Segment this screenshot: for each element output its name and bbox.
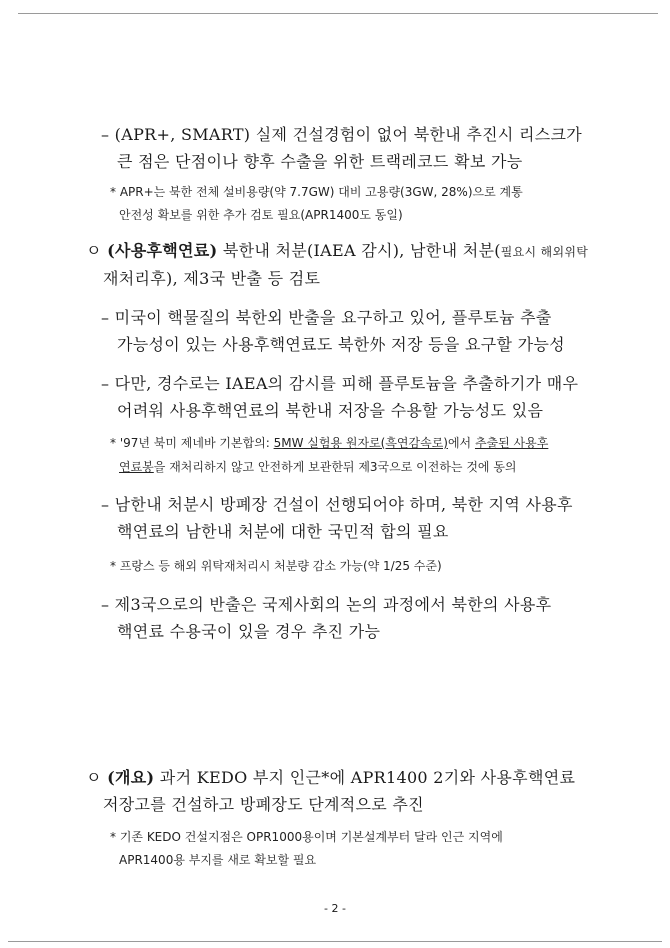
dash-item-third-country-line1: – 제3국으로의 반출은 국제사회의 논의 과정에서 북한의 사용후 [101,595,552,614]
note-apr-capacity-line2: 안전성 확보를 위한 추가 검토 필요(APR1400도 동일) [119,208,403,222]
top-rule [18,13,658,14]
note-france-reprocessing: * 프랑스 등 해외 위탁재처리시 처분량 감소 가능(약 1/25 수준) [110,559,442,573]
note-text: * '97년 북미 제네바 기본합의: [110,436,274,450]
item-heading: (사용후핵연료) [107,241,218,260]
dash-item-south-disposal-line1: – 남한내 처분시 방폐장 건설이 선행되어야 하며, 북한 지역 사용후 [101,495,573,514]
note-underlined-text: 연료봉 [119,460,154,474]
note-geneva-agreement-line2 [119,458,517,475]
item-heading: (개요) [107,768,155,787]
circle-item-overview-line2: 저장고를 건설하고 방폐장도 단계적으로 추진 [103,795,424,814]
item-text: 북한내 처분(IAEA 감시), 남한내 처분( [217,241,501,260]
dash-item-third-country-line2: 핵연료 수용국이 있을 경우 추진 가능 [117,622,381,641]
dash-item-iaea-line1: – 다만, 경수로는 IAEA의 감시를 피해 플루토늄을 추출하기가 매우 [101,374,579,393]
circle-item-spent-fuel-line1 [86,238,588,261]
dash-item-apr-risk-line1: – (APR+, SMART) 실제 건설경험이 없어 북한내 추진시 리스크가 [101,125,583,144]
dash-item-apr-risk-line2: 큰 점은 단점이나 향후 수출을 위한 트랙레코드 확보 가능 [117,152,523,171]
bullet-circle: ㅇ [86,768,102,787]
circle-item-spent-fuel-line2: 재처리후), 제3국 반출 등 검토 [103,269,321,288]
bullet-circle: ㅇ [86,241,102,260]
note-geneva-agreement-line1 [110,434,548,451]
dash-item-us-demand-line1: – 미국이 핵물질의 북한외 반출을 요구하고 있어, 플루토늄 추출 [101,308,552,327]
note-underlined-text: 추출된 사용후 [474,436,549,450]
note-text: 에서 [447,436,475,450]
note-kedo-site-line2: APR1400용 부지를 새로 확보할 필요 [119,853,317,867]
dash-item-iaea-line2: 어려워 사용후핵연료의 북한내 저장을 수용할 가능성도 있음 [117,401,544,420]
dash-item-south-disposal-line2: 핵연료의 남한내 처분에 대한 국민적 합의 필요 [117,522,449,541]
dash-item-us-demand-line2: 가능성이 있는 사용후핵연료도 북한外 저장 등을 요구할 가능성 [117,335,565,354]
note-kedo-site-line1: * 기존 KEDO 건설지점은 OPR1000용이며 기본설계부터 달라 인근 지역에 [110,830,503,844]
note-underlined-text: 5MW 실험용 원자로(흑연감속로) [273,436,448,450]
circle-item-overview-line1 [86,765,575,788]
bottom-rule [8,941,662,942]
item-text: 과거 KEDO 부지 인근*에 APR1400 2기와 사용후핵연료 [154,768,576,787]
note-text: 을 재처리하지 않고 안전하게 보관한뒤 제3국으로 이전하는 것에 동의 [153,460,517,474]
page-number: - 2 - [324,902,346,915]
note-apr-capacity-line1: * APR+는 북한 전체 설비용량(약 7.7GW) 대비 고용량(3GW, 28%)으로 계통 [110,185,523,199]
item-small-text: 필요시 해외위탁 [500,245,589,259]
